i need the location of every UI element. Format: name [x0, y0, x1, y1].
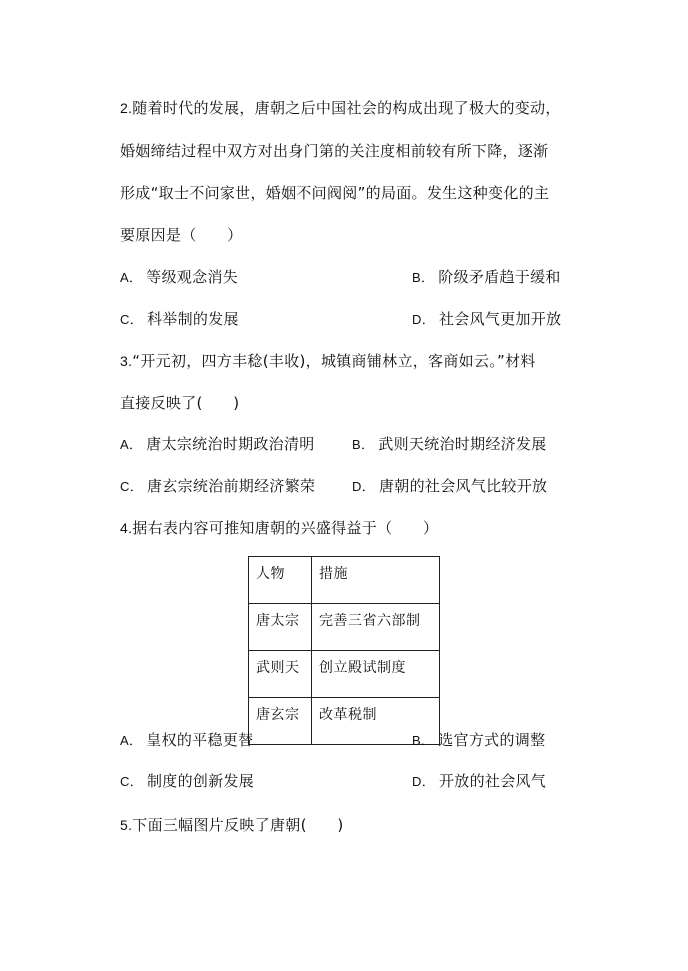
q2-option-b[interactable]	[412, 267, 561, 288]
table-cell-person: 武则天	[249, 651, 312, 698]
table-header-person: 人物	[249, 557, 312, 604]
q3-option-c[interactable]	[120, 476, 315, 497]
q3-number: 3.	[120, 353, 133, 369]
q4-option-c-letter: C．	[120, 774, 143, 789]
q4-option-c[interactable]	[120, 771, 254, 792]
q2-option-a-text: 等级观念消失	[146, 268, 239, 286]
q3-option-b[interactable]	[352, 434, 547, 455]
q3-option-b-text: 武则天统治时期经济发展	[378, 435, 547, 453]
q2-option-c[interactable]	[120, 309, 239, 330]
q3-option-c-letter: C．	[120, 479, 143, 494]
q2-option-b-text: 阶级矛盾趋于缓和	[438, 268, 561, 286]
table-cell-measure: 完善三省六部制	[312, 604, 440, 651]
table-header-measure: 措施	[312, 557, 440, 604]
measures-table	[248, 556, 440, 745]
q2-option-d[interactable]	[412, 309, 561, 330]
table-cell-measure: 创立殿试制度	[312, 651, 440, 698]
q3-line-2: 直接反映了( )	[120, 394, 240, 412]
q4-text: 据右表内容可推知唐朝的兴盛得益于（ ）	[132, 519, 439, 537]
q4-option-d-text: 开放的社会风气	[439, 772, 547, 790]
q2-line-2: 婚姻缔结过程中双方对出身门第的关注度相前较有所下降，逐渐	[120, 142, 549, 160]
table-row	[249, 698, 440, 745]
q4-option-b-letter: B．	[412, 733, 435, 748]
table-cell-person: 唐太宗	[249, 604, 312, 651]
q4-option-c-text: 制度的创新发展	[147, 772, 255, 790]
q4-number: 4.	[120, 520, 133, 536]
q3-option-a-letter: A．	[120, 437, 143, 452]
q4-option-d-letter: D．	[412, 774, 435, 789]
q3-option-d[interactable]	[352, 476, 547, 497]
q4-option-d[interactable]	[412, 771, 546, 792]
q2-line-1	[120, 98, 561, 118]
q3-text-1: “开元初，四方丰稔(丰收)，城镇商铺林立，客商如云。”材料	[132, 352, 536, 370]
q4-option-a-letter: A．	[120, 733, 143, 748]
table-row	[249, 604, 440, 651]
q5-number: 5.	[120, 817, 133, 833]
q2-text-1: 随着时代的发展，唐朝之后中国社会的构成出现了极大的变动，	[132, 99, 561, 117]
q3-option-d-text: 唐朝的社会风气比较开放	[379, 477, 548, 495]
q2-option-a[interactable]	[120, 267, 238, 288]
q4-option-b[interactable]	[412, 730, 545, 751]
q4-line-1	[120, 518, 438, 538]
q2-option-c-letter: C．	[120, 312, 143, 327]
q5-line-1	[120, 815, 344, 835]
q4-option-b-text: 选官方式的调整	[438, 731, 546, 749]
table-cell-measure: 改革税制	[312, 698, 440, 745]
q2-option-d-text: 社会风气更加开放	[439, 310, 562, 328]
q2-line-3: 形成“取士不问家世，婚姻不问阀阅”的局面。发生这种变化的主	[120, 184, 550, 202]
q2-number: 2.	[120, 100, 133, 116]
q3-option-a-text: 唐太宗统治时期政治清明	[146, 435, 315, 453]
q2-option-c-text: 科举制的发展	[147, 310, 239, 328]
q5-text: 下面三幅图片反映了唐朝( )	[132, 816, 344, 834]
q2-option-d-letter: D．	[412, 312, 435, 327]
q4-option-a-text: 皇权的平稳更替	[146, 731, 254, 749]
q2-line-4: 要原因是（ ）	[120, 226, 243, 244]
q3-option-b-letter: B．	[352, 437, 375, 452]
q2-option-a-letter: A．	[120, 270, 143, 285]
q4-option-a[interactable]	[120, 730, 253, 751]
table-header-row	[249, 557, 440, 604]
q2-option-b-letter: B．	[412, 270, 435, 285]
q3-option-d-letter: D．	[352, 479, 375, 494]
q3-option-a[interactable]	[120, 434, 315, 455]
table-cell-person: 唐玄宗	[249, 698, 312, 745]
q3-line-1	[120, 351, 536, 371]
q3-option-c-text: 唐玄宗统治前期经济繁荣	[147, 477, 316, 495]
table-row	[249, 651, 440, 698]
